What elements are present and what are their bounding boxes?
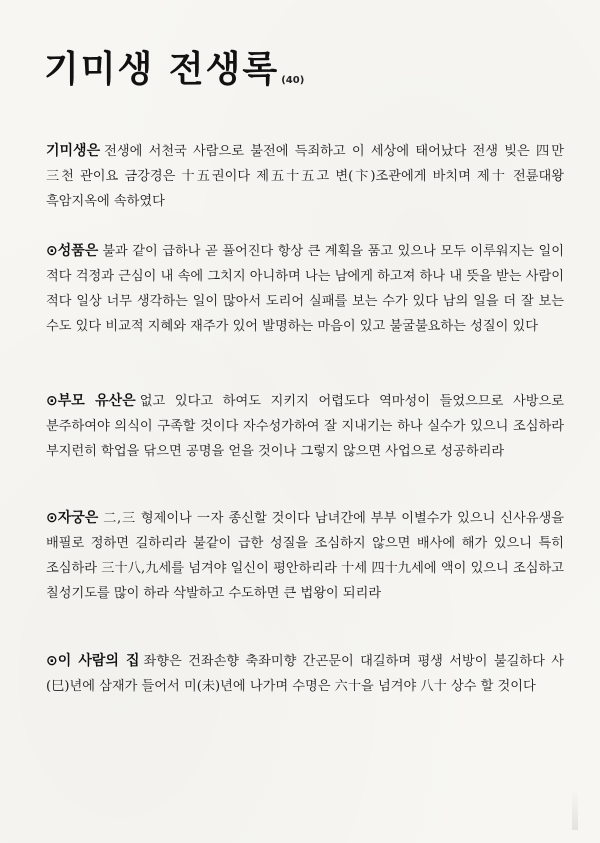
section-text: 불과 같이 급하나 곧 풀어진다 항상 큰 계획을 품고 있으나 모두 이루워지는 일이 적다 걱정과 근심이 내 속에 그치지 아니하며 나는 남에게 하고져 하나 내 뜻을 받는 사람이 적다 일상 너무 생각하는 일이 많아서 도리어 실패를 보는 수가 있다 남의 일을 더 잘 보는 수도 있다 비교적 지혜와 재주가 있어 발명하는 마음이 있고 불굴불요하는 성질이 있다 xyxy=(46,244,564,335)
page-number: (40) xyxy=(281,75,305,86)
section-past-life xyxy=(46,139,564,214)
page-title: 기미생 전생록 xyxy=(44,49,280,90)
section-text: 없고 있다고 하여도 지키지 어렵도다 역마성이 들었으므로 사방으로 분주하여야 의식이 구족할 것이다 자수성가하여 잘 지내기는 하나 실수가 있으니 조심하라 부지런히 학업을 닦으면 공명을 얻을 것이나 그렇지 않으면 사업으로 성공하리라 xyxy=(46,394,564,460)
section-personality xyxy=(46,239,564,339)
section-inheritance xyxy=(46,389,564,464)
section-text: 좌향은 건좌손향 축좌미향 간곤문이 대길하며 평생 서방이 불길하다 사(巳)년에 삼재가 들어서 미(未)년에 나가며 수명은 六十을 넘겨야 八十 상수 할 것이다 xyxy=(46,654,564,695)
section-children xyxy=(46,506,564,606)
section-lead: ⊙자궁은 xyxy=(46,510,99,527)
section-house xyxy=(46,649,564,699)
section-text: 二,三 형제이나 一자 종신할 것이다 남녀간에 부부 이별수가 있으니 신사유생을 배필로 정하면 길하리라 불같이 급한 성질을 조심하지 않으면 배사에 해가 있으니 특히 조심하라 三十八,九세를 넘겨야 일신이 평안하리라 十세 四十九세에 액이 있으니 조심하고 칠성기도를 많이 하라 삭발하고 수도하면 큰 법왕이 되리라 xyxy=(46,511,564,602)
section-lead: 기미생은 xyxy=(46,143,101,160)
section-text: 전생에 서천국 사람으로 불전에 득죄하고 이 세상에 태어났다 전생 빚은 四만 三천 관이요 금강경은 十五권이다 제五十五고 변(卞)조관에게 바치며 제十 전륜대왕 흑암지옥에 속하였다 xyxy=(46,144,564,210)
section-lead: ⊙이 사람의 집 xyxy=(46,653,140,670)
section-lead: ⊙부모 유산은 xyxy=(46,393,136,410)
title-row xyxy=(44,49,305,90)
section-lead: ⊙성품은 xyxy=(46,243,99,260)
page-edge-shadow xyxy=(572,790,578,830)
